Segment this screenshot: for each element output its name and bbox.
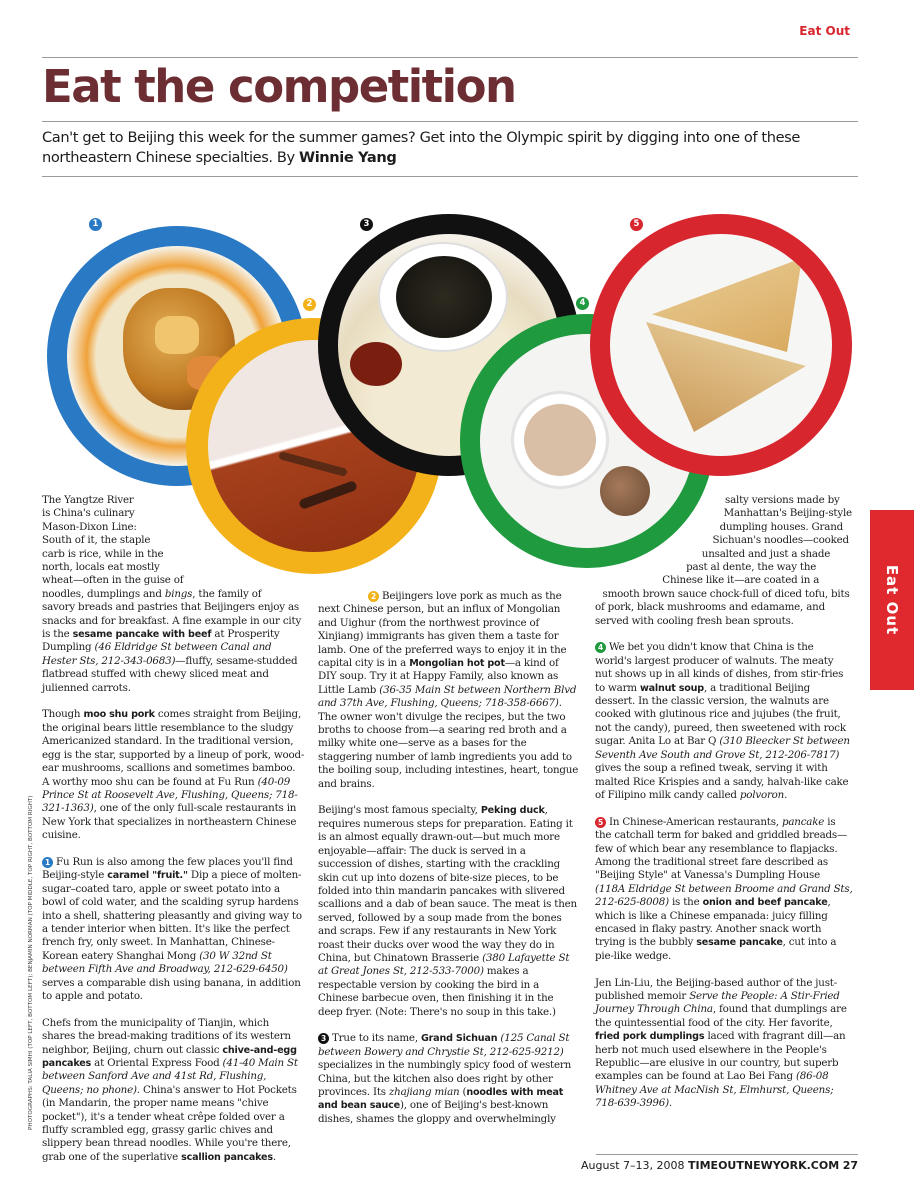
item-number-4: 4 — [595, 642, 606, 653]
paragraph-noodles: salty versions made by Manhattan's Beijing-style dumpling houses. Grand Sichuan's noodles—cooked unsalted and just a shade past al dente, the way the Chinese like it—are coated in a smooth brown sauce chock-full of diced tofu, bits of pork, black mushrooms and edamame, and served with cooling fresh bean sprouts. — [595, 494, 852, 627]
paragraph-dumplings: Jen Lin-Liu, the Beijing-based author of the just-published memoir Serve the People: A Stir-Fried Journey Through China, found that dumplings are the quintessential food of the city. Her favorite, fried pork dumplings laced with fragrant dill—an herb not much used elsewhere in the People's Republic—are elusive in our country, but superb examples can be found at Lao Bei Fang (86-08 Whitney Ave at MacNish St, Elmhurst, Queens; 718-639-3996). — [595, 976, 847, 1110]
ring-number-3: 3 — [360, 218, 373, 231]
dek: Can't get to Beijing this week for the summer games? Get into the Olympic spirit by digging into one of these northeastern Chinese specialties. By Winnie Yang — [42, 129, 800, 166]
section-side-tab — [870, 510, 914, 690]
paragraph-grand-sichuan: 3 True to its name, Grand Sichuan (125 Canal St between Bowery and Chrystie St, 212-625-9212) specializes in the numbingly spicy food of western China, but the kitchen also does right by other provinces. Its zhajiang mian (noodles with meat and bean sauce), one of Beijing's best-known dishes, shames the gloppy and overwhelmingly — [318, 1032, 572, 1125]
headline: Eat the competition — [42, 60, 516, 113]
page-number: 27 — [842, 1159, 858, 1172]
article-column-2 — [318, 590, 580, 1126]
item-number-3: 3 — [318, 1033, 329, 1044]
photo-credits: PHOTOGRAPHS: TALIA SIMHI (TOP LEFT, BOTTOM LEFT); BENJAMIN NORMAN (TOP MIDDLE, TOP RIGHT, BOTTOM RIGHT) — [28, 795, 34, 1130]
site-url: TIMEOUTNEWYORK.COM — [688, 1159, 840, 1172]
section-label: Eat Out — [799, 24, 850, 38]
paragraph-peking-duck: Beijing's most famous specialty, Peking duck, requires numerous steps for preparation. Eating it is an almost equally drawn-out—but much more enjoyable—affair: The duck is served in a succession of dishes, starting with the crackling skin cut up into dozens of bite-size pieces, to be folded into thin mandarin pancakes with slivered scallions and a dab of bean sauce. The meat is then served, followed by a soup made from the bones and scraps. Few if any restaurants in New York roast their ducks over wood the way they do in China, but Chinatown Brasserie (380 Lafayette St at Great Jones St, 212-533-7000) makes a respectable version by cooking the bird in a Chinese barbecue oven, then finishing it in the deep fryer. (Note: There's no soup in this take.) — [318, 804, 577, 1018]
page-footer — [581, 1159, 858, 1172]
ring-5-onion-beef-pancake-photo — [590, 214, 852, 476]
byline-author: Winnie Yang — [299, 149, 397, 166]
paragraph-bings: The Yangtze River is China's culinary Mason-Dixon Line: South of it, the staple carb is rice, while in the north, locals eat mostly wheat—often in the guise of noodles, dumplings and bings, the family of savory breads and pastries that Beijingers enjoy as snacks and for breakfast. A fine example in our city is the sesame pancake with beef at Prosperity Dumpling (46 Eldridge St between Canal and Hester Sts, 212-343-0683)—fluffy, sesame-studded flatbread stuffed with chewy sliced meat and julienned carrots. — [42, 494, 302, 694]
dek-rule — [42, 176, 858, 177]
ring-number-1: 1 — [89, 218, 102, 231]
paragraph-moo-shu: Though moo shu pork comes straight from Beijing, the original bears little resemblance to the sludgy Americanized standard. In the traditional version, egg is the star, supported by a lineup of pork, wood-ear mushrooms, scallions and sometimes bamboo. A worthy moo shu can be found at Fu Run (40-09 Prince St at Roosevelt Ave, Flushing, Queens; 718-321-1363), one of the only full-scale restaurants in New York that specializes in northeastern Chinese cuisine. — [42, 708, 305, 842]
paragraph-pancake: 5 In Chinese-American restaurants, pancake is the catchall term for baked and griddled breads—few of which bear any resemblance to flapjacks. Among the traditional street fare described as "Beijing Style" at Vanessa's Dumpling House (118A Eldridge St between Broome and Grand Sts, 212-625-8008) is the onion and beef pancake, which is like a Chinese empanada: juicy filling encased in flaky pastry. Another snack worth trying is the bubbly sesame pancake, cut into a pie-like wedge. — [595, 815, 853, 962]
issue-date: August 7–13, 2008 — [581, 1159, 689, 1172]
ring-number-5: 5 — [630, 218, 643, 231]
paragraph-caramel-fruit: 1 Fu Run is also among the few places you'll find Beijing-style caramel "fruit." Dip a piece of molten-sugar–coated taro, apple or sweet potato into a bowl of cold water, and the scalding syrup hardens into a shell, shattering pleasantly and giving way to a tender interior when bitten. It's like the perfect french fry, only sweet. In Manhattan, Chinese-Korean eatery Shanghai Mong (30 W 32nd St between Fifth Ave and Broadway, 212-629-6450) serves a comparable dish using banana, in addition to apple and potato. — [42, 855, 302, 1002]
headline-rule — [42, 121, 858, 122]
item-number-5: 5 — [595, 817, 606, 828]
item-number-2: 2 — [368, 591, 379, 602]
side-tab-label: Eat Out — [883, 564, 901, 636]
ring-number-2: 2 — [303, 298, 316, 311]
item-number-1: 1 — [42, 857, 53, 868]
paragraph-hot-pot: 2 Beijingers love pork as much as the next Chinese person, but an influx of Mongolian and Uighur (from the northwest province of Xinjiang) immigrants has given them a taste for lamb. One of the preferred ways to enjoy it in the capital city is in a Mongolian hot pot—a kind of DIY soup. Try it at Happy Family, also known as Little Lamb (36-35 Main St between Northern Blvd and 37th Ave, Flushing, Queens; 718-358-6667). The owner won't divulge the recipes, but the two broths to choose from—a searing red broth and a milky white one—serve as a bases for the staggering number of lamb ingredients you add to the boiling soup, including intestines, heart, tongue and brains. — [318, 590, 579, 790]
article-column-1 — [42, 494, 305, 1164]
footer-rule — [596, 1154, 858, 1155]
paragraph-walnut-soup: 4 We bet you didn't know that China is the world's largest producer of walnuts. The meaty nut shows up in all kinds of dishes, from stir-fries to warm walnut soup, a traditional Beijing dessert. In the classic version, the walnuts are cooked with glutinous rice and jujubes (the fruit, not the candy), pureed, then sweetened with rock sugar. Anita Lo at Bar Q (310 Bleecker St between Seventh Ave South and Grove St, 212-206-7817) gives the soup a refined tweak, serving it with malted Rice Krispies and a sandy, halvah-like cake of Filipino milk candy called polvoron. — [595, 641, 850, 801]
ring-number-4: 4 — [576, 297, 589, 310]
top-rule — [42, 57, 858, 58]
paragraph-chive-pancakes: Chefs from the municipality of Tianjin, which shares the bread-making traditions of its western neighbor, Beijing, churn out classic chive-and-egg pancakes at Oriental Express Food (41-40 Main St between Sanford Ave and 41st Rd, Flushing, Queens; no phone). China's answer to Hot Pockets (in Mandarin, the proper name means "chive pocket"), it's a tender wheat crêpe folded over a fluffy scrambled egg, grassy garlic chives and slippery bean thread noodles. While you're there, grab one of the superlative scallion pancakes. — [42, 1016, 298, 1163]
article-column-3 — [595, 494, 853, 1111]
